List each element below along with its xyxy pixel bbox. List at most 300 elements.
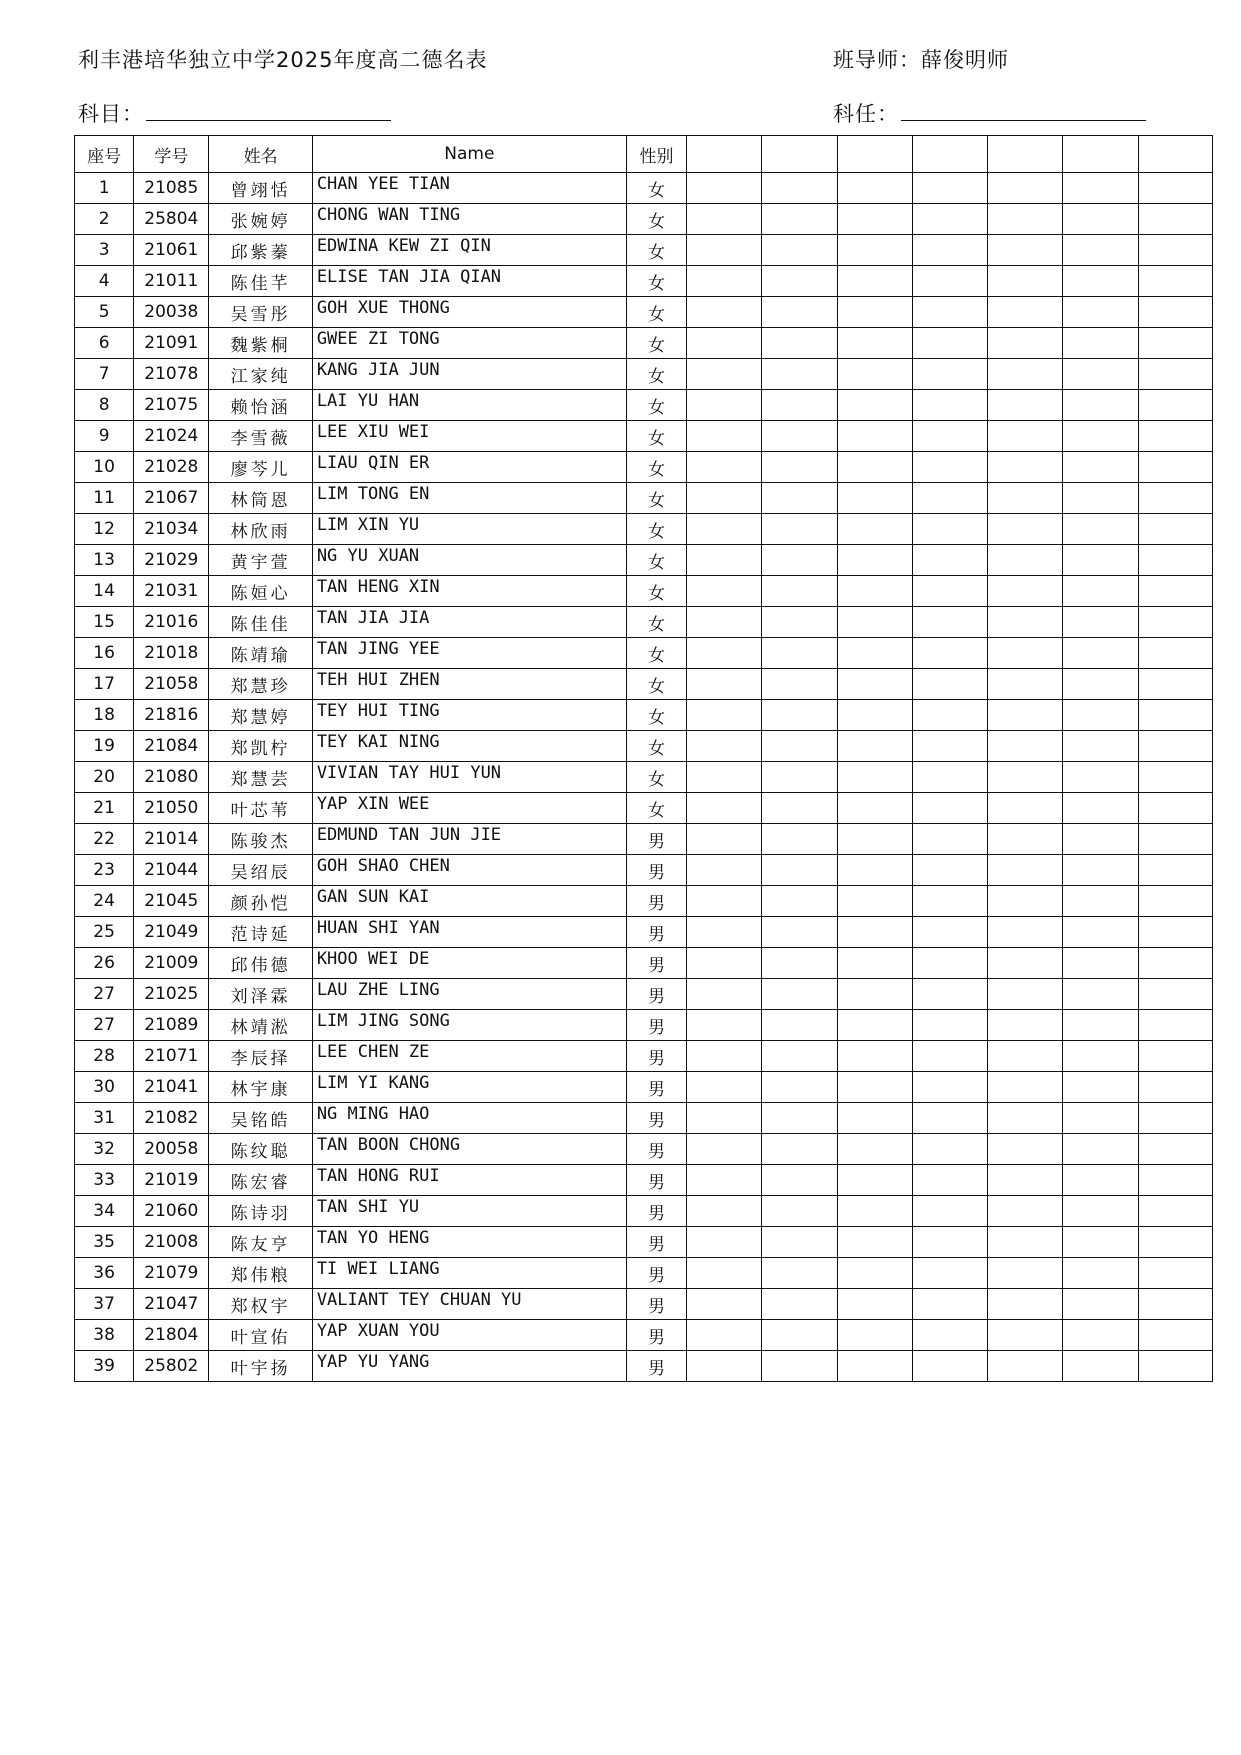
blank-mark-cell[interactable] [912,1320,987,1351]
blank-mark-cell[interactable] [1138,762,1212,793]
blank-mark-cell[interactable] [837,576,912,607]
blank-mark-cell[interactable] [1063,700,1138,731]
blank-mark-cell[interactable] [1063,328,1138,359]
blank-mark-cell[interactable] [1063,1103,1138,1134]
blank-mark-cell[interactable] [1138,173,1212,204]
blank-mark-cell[interactable] [762,1010,837,1041]
table-row [75,1103,1213,1134]
blank-mark-cell[interactable] [1138,855,1212,886]
blank-mark-cell[interactable] [912,328,987,359]
blank-mark-cell[interactable] [988,1134,1063,1165]
blank-mark-cell[interactable] [1063,669,1138,700]
blank-mark-cell[interactable] [1063,793,1138,824]
blank-mark-cell[interactable] [988,886,1063,917]
blank-mark-cell[interactable] [837,359,912,390]
blank-mark-cell[interactable] [762,948,837,979]
blank-mark-cell[interactable] [687,452,762,483]
blank-mark-cell[interactable] [837,1165,912,1196]
blank-mark-cell[interactable] [762,1227,837,1258]
blank-mark-cell[interactable] [1063,948,1138,979]
blank-mark-cell[interactable] [687,855,762,886]
blank-mark-cell[interactable] [1138,1041,1212,1072]
blank-mark-cell[interactable] [762,297,837,328]
blank-mark-cell[interactable] [988,359,1063,390]
blank-mark-cell[interactable] [687,483,762,514]
col-header-name: Name [312,136,626,173]
blank-mark-cell[interactable] [912,576,987,607]
seat-cell: 22 [75,824,134,855]
blank-mark-cell[interactable] [1138,328,1212,359]
blank-mark-cell[interactable] [837,607,912,638]
blank-mark-cell[interactable] [1063,173,1138,204]
blank-mark-cell[interactable] [687,1258,762,1289]
blank-mark-cell[interactable] [837,483,912,514]
blank-mark-cell[interactable] [762,824,837,855]
blank-mark-cell[interactable] [912,886,987,917]
blank-mark-cell[interactable] [1063,452,1138,483]
blank-mark-cell[interactable] [912,731,987,762]
gender-cell: 女 [626,545,686,576]
blank-mark-cell[interactable] [1063,1351,1138,1382]
blank-mark-cell[interactable] [1138,483,1212,514]
blank-mark-cell[interactable] [988,1103,1063,1134]
blank-mark-cell[interactable] [837,235,912,266]
blank-mark-cell[interactable] [687,917,762,948]
blank-mark-cell[interactable] [988,452,1063,483]
blank-mark-cell[interactable] [687,638,762,669]
blank-mark-cell[interactable] [988,669,1063,700]
seat-cell: 32 [75,1134,134,1165]
blank-mark-cell[interactable] [1138,1196,1212,1227]
blank-mark-cell[interactable] [687,1165,762,1196]
blank-mark-cell[interactable] [1138,979,1212,1010]
blank-mark-cell[interactable] [912,793,987,824]
blank-mark-cell[interactable] [988,1041,1063,1072]
gender-cell: 女 [626,235,686,266]
blank-mark-cell[interactable] [1138,452,1212,483]
blank-mark-cell[interactable] [912,1103,987,1134]
blank-mark-cell[interactable] [837,638,912,669]
seat-cell: 4 [75,266,134,297]
blank-mark-cell[interactable] [687,204,762,235]
subject-teacher-field [833,98,1146,128]
blank-mark-cell[interactable] [1063,1165,1138,1196]
blank-mark-cell[interactable] [762,917,837,948]
blank-mark-cell[interactable] [687,514,762,545]
blank-mark-cell[interactable] [1063,235,1138,266]
blank-mark-cell[interactable] [988,421,1063,452]
blank-mark-cell[interactable] [762,1165,837,1196]
blank-mark-cell[interactable] [1138,669,1212,700]
blank-mark-cell[interactable] [837,1289,912,1320]
blank-mark-cell[interactable] [687,1010,762,1041]
blank-mark-cell[interactable] [687,700,762,731]
blank-mark-cell[interactable] [837,1196,912,1227]
blank-mark-cell[interactable] [988,514,1063,545]
blank-mark-cell[interactable] [1138,297,1212,328]
blank-mark-cell[interactable] [837,886,912,917]
blank-mark-cell[interactable] [988,235,1063,266]
blank-mark-cell[interactable] [687,1227,762,1258]
blank-mark-cell[interactable] [687,1196,762,1227]
blank-mark-cell[interactable] [1138,731,1212,762]
blank-mark-cell[interactable] [988,948,1063,979]
blank-mark-cell[interactable] [837,762,912,793]
blank-mark-cell[interactable] [1063,979,1138,1010]
blank-mark-cell[interactable] [762,576,837,607]
table-row [75,421,1213,452]
blank-mark-cell[interactable] [687,607,762,638]
blank-mark-cell[interactable] [912,1351,987,1382]
blank-mark-cell[interactable] [762,1072,837,1103]
blank-mark-cell[interactable] [1063,514,1138,545]
blank-mark-cell[interactable] [687,669,762,700]
col-header-chinese-name: 姓名 [209,136,312,173]
blank-mark-cell[interactable] [837,793,912,824]
blank-mark-cell[interactable] [837,917,912,948]
blank-mark-cell[interactable] [837,1072,912,1103]
blank-mark-cell[interactable] [912,700,987,731]
blank-mark-cell[interactable] [1063,576,1138,607]
blank-mark-cell[interactable] [837,855,912,886]
blank-mark-cell[interactable] [1063,886,1138,917]
blank-mark-cell[interactable] [988,824,1063,855]
blank-mark-cell[interactable] [1138,1134,1212,1165]
blank-mark-cell[interactable] [988,917,1063,948]
english-name-cell: ELISE TAN JIA QIAN [312,266,626,297]
blank-mark-cell[interactable] [687,359,762,390]
blank-mark-cell[interactable] [762,235,837,266]
blank-mark-cell[interactable] [1063,297,1138,328]
blank-mark-cell[interactable] [762,886,837,917]
blank-mark-cell[interactable] [687,297,762,328]
blank-mark-cell[interactable] [1138,1165,1212,1196]
blank-mark-cell[interactable] [1138,1227,1212,1258]
blank-mark-cell[interactable] [687,824,762,855]
gender-cell: 女 [626,359,686,390]
blank-mark-cell[interactable] [912,762,987,793]
blank-mark-cell[interactable] [988,266,1063,297]
blank-mark-cell[interactable] [988,173,1063,204]
blank-mark-cell[interactable] [762,1289,837,1320]
blank-mark-cell[interactable] [687,1134,762,1165]
blank-mark-cell[interactable] [762,979,837,1010]
blank-mark-cell[interactable] [988,483,1063,514]
blank-mark-cell[interactable] [762,669,837,700]
blank-mark-cell[interactable] [687,266,762,297]
blank-mark-cell[interactable] [1138,948,1212,979]
blank-mark-cell[interactable] [762,204,837,235]
blank-mark-cell[interactable] [762,855,837,886]
blank-mark-cell[interactable] [912,1041,987,1072]
blank-mark-cell[interactable] [687,1289,762,1320]
blank-mark-cell[interactable] [1063,731,1138,762]
blank-mark-cell[interactable] [1138,1258,1212,1289]
blank-mark-cell[interactable] [837,1227,912,1258]
blank-mark-cell[interactable] [1138,1072,1212,1103]
blank-mark-cell[interactable] [1138,266,1212,297]
blank-mark-cell[interactable] [687,886,762,917]
blank-mark-cell[interactable] [988,762,1063,793]
blank-mark-cell[interactable] [1138,824,1212,855]
blank-mark-cell[interactable] [988,1320,1063,1351]
blank-mark-cell[interactable] [988,204,1063,235]
blank-mark-cell[interactable] [762,452,837,483]
blank-mark-cell[interactable] [912,266,987,297]
gender-cell: 女 [626,607,686,638]
blank-mark-cell[interactable] [1063,1289,1138,1320]
blank-mark-cell[interactable] [912,359,987,390]
blank-mark-cell[interactable] [687,173,762,204]
blank-mark-cell[interactable] [687,1103,762,1134]
blank-mark-cell[interactable] [912,948,987,979]
blank-mark-cell[interactable] [988,297,1063,328]
blank-mark-cell[interactable] [837,1010,912,1041]
blank-mark-cell[interactable] [988,545,1063,576]
blank-mark-cell[interactable] [988,1165,1063,1196]
blank-mark-cell[interactable] [1138,359,1212,390]
blank-mark-cell[interactable] [912,824,987,855]
blank-mark-cell[interactable] [1138,576,1212,607]
blank-mark-cell[interactable] [1138,204,1212,235]
blank-mark-cell[interactable] [912,855,987,886]
blank-mark-cell[interactable] [762,1258,837,1289]
blank-mark-cell[interactable] [988,1072,1063,1103]
blank-mark-cell[interactable] [1063,1320,1138,1351]
blank-mark-cell[interactable] [762,1103,837,1134]
blank-mark-cell[interactable] [762,421,837,452]
blank-mark-cell[interactable] [988,390,1063,421]
seat-cell: 39 [75,1351,134,1382]
blank-mark-cell[interactable] [687,390,762,421]
blank-mark-cell[interactable] [687,1351,762,1382]
blank-mark-cell[interactable] [1063,917,1138,948]
blank-mark-cell[interactable] [1063,1196,1138,1227]
blank-mark-cell[interactable] [837,421,912,452]
blank-mark-cell[interactable] [837,328,912,359]
blank-mark-cell[interactable] [1138,1320,1212,1351]
blank-mark-cell[interactable] [912,173,987,204]
blank-mark-cell[interactable] [988,638,1063,669]
blank-mark-cell[interactable] [687,1072,762,1103]
blank-mark-cell[interactable] [988,328,1063,359]
blank-mark-cell[interactable] [762,514,837,545]
blank-mark-cell[interactable] [912,1072,987,1103]
blank-mark-cell[interactable] [1063,824,1138,855]
blank-mark-cell[interactable] [762,1134,837,1165]
blank-mark-cell[interactable] [1138,390,1212,421]
blank-mark-cell[interactable] [988,731,1063,762]
blank-mark-cell[interactable] [1138,607,1212,638]
blank-mark-cell[interactable] [912,390,987,421]
blank-mark-cell[interactable] [762,607,837,638]
blank-mark-cell[interactable] [1138,1010,1212,1041]
blank-mark-cell[interactable] [1063,266,1138,297]
blank-mark-cell[interactable] [912,483,987,514]
class-teacher: 班导师：薛俊明师 [833,48,1009,72]
seat-cell: 36 [75,1258,134,1289]
blank-mark-cell[interactable] [912,979,987,1010]
blank-mark-cell[interactable] [988,700,1063,731]
blank-mark-cell[interactable] [1138,421,1212,452]
blank-mark-cell[interactable] [1063,638,1138,669]
blank-mark-cell[interactable] [687,576,762,607]
blank-mark-cell[interactable] [837,1320,912,1351]
blank-mark-cell[interactable] [1063,762,1138,793]
blank-mark-cell[interactable] [687,731,762,762]
blank-mark-cell[interactable] [912,917,987,948]
blank-mark-cell[interactable] [912,297,987,328]
blank-mark-cell[interactable] [687,328,762,359]
seat-cell: 34 [75,1196,134,1227]
blank-mark-cell[interactable] [912,1289,987,1320]
blank-mark-cell[interactable] [988,1010,1063,1041]
blank-mark-cell[interactable] [837,1103,912,1134]
blank-mark-cell[interactable] [1138,638,1212,669]
blank-mark-cell[interactable] [837,700,912,731]
blank-mark-cell[interactable] [912,421,987,452]
blank-mark-cell[interactable] [1138,700,1212,731]
blank-mark-cell[interactable] [1063,607,1138,638]
blank-mark-cell[interactable] [1138,917,1212,948]
blank-mark-cell[interactable] [1063,359,1138,390]
blank-mark-cell[interactable] [912,1227,987,1258]
blank-mark-cell[interactable] [762,1320,837,1351]
blank-mark-cell[interactable] [687,979,762,1010]
blank-mark-cell[interactable] [988,979,1063,1010]
blank-mark-cell[interactable] [687,1041,762,1072]
blank-mark-cell[interactable] [988,1289,1063,1320]
blank-mark-cell[interactable] [762,390,837,421]
blank-mark-cell[interactable] [837,297,912,328]
blank-mark-cell[interactable] [1063,1258,1138,1289]
blank-mark-cell[interactable] [912,1165,987,1196]
blank-mark-cell[interactable] [762,1041,837,1072]
blank-mark-cell[interactable] [912,638,987,669]
blank-mark-cell[interactable] [1063,1227,1138,1258]
blank-mark-cell[interactable] [1138,235,1212,266]
blank-mark-cell[interactable] [1063,1134,1138,1165]
blank-mark-cell[interactable] [988,855,1063,886]
blank-mark-cell[interactable] [687,545,762,576]
chinese-name-cell: 李辰择 [209,1041,312,1072]
blank-mark-cell[interactable] [837,514,912,545]
blank-mark-cell[interactable] [1063,483,1138,514]
table-row [75,1227,1213,1258]
blank-mark-cell[interactable] [837,173,912,204]
blank-mark-cell[interactable] [837,948,912,979]
blank-mark-cell[interactable] [837,1041,912,1072]
blank-mark-cell[interactable] [1063,204,1138,235]
blank-mark-cell[interactable] [837,390,912,421]
gender-cell: 女 [626,421,686,452]
blank-mark-cell[interactable] [1063,855,1138,886]
blank-mark-cell[interactable] [1138,514,1212,545]
blank-mark-cell[interactable] [912,607,987,638]
blank-mark-cell[interactable] [1063,1010,1138,1041]
blank-mark-cell[interactable] [988,576,1063,607]
blank-mark-cell[interactable] [837,979,912,1010]
blank-mark-cell[interactable] [912,204,987,235]
gender-cell: 男 [626,824,686,855]
blank-mark-cell[interactable] [1063,545,1138,576]
blank-mark-cell[interactable] [837,1258,912,1289]
blank-mark-cell[interactable] [912,1134,987,1165]
seat-cell: 26 [75,948,134,979]
blank-mark-cell[interactable] [762,328,837,359]
blank-mark-cell[interactable] [762,638,837,669]
blank-mark-cell[interactable] [762,483,837,514]
blank-mark-cell[interactable] [988,1258,1063,1289]
blank-mark-cell[interactable] [912,1196,987,1227]
blank-mark-cell[interactable] [1138,1351,1212,1382]
english-name-cell: TAN JIA JIA [312,607,626,638]
blank-mark-cell[interactable] [837,1351,912,1382]
blank-mark-cell[interactable] [762,173,837,204]
blank-mark-cell[interactable] [1138,545,1212,576]
blank-mark-cell[interactable] [1138,886,1212,917]
blank-mark-cell[interactable] [988,1351,1063,1382]
blank-mark-cell[interactable] [687,421,762,452]
blank-mark-cell[interactable] [988,1196,1063,1227]
blank-mark-cell[interactable] [912,452,987,483]
blank-mark-cell[interactable] [1138,1289,1212,1320]
blank-mark-cell[interactable] [1138,1103,1212,1134]
blank-mark-cell[interactable] [912,235,987,266]
blank-mark-cell[interactable] [762,359,837,390]
blank-mark-cell[interactable] [912,1258,987,1289]
blank-mark-cell[interactable] [837,452,912,483]
blank-mark-cell[interactable] [912,669,987,700]
blank-mark-cell[interactable] [687,793,762,824]
blank-mark-cell[interactable] [762,545,837,576]
blank-mark-cell[interactable] [762,731,837,762]
blank-mark-cell[interactable] [837,266,912,297]
blank-mark-cell[interactable] [687,235,762,266]
blank-mark-cell[interactable] [1063,1041,1138,1072]
blank-mark-cell[interactable] [687,762,762,793]
blank-mark-cell[interactable] [837,1134,912,1165]
blank-mark-cell[interactable] [1063,390,1138,421]
blank-mark-cell[interactable] [1138,793,1212,824]
blank-mark-cell[interactable] [988,793,1063,824]
blank-mark-cell[interactable] [762,762,837,793]
blank-mark-cell[interactable] [687,948,762,979]
blank-mark-cell[interactable] [1063,1072,1138,1103]
blank-mark-cell[interactable] [912,1010,987,1041]
blank-mark-cell[interactable] [988,607,1063,638]
blank-mark-cell[interactable] [762,1351,837,1382]
blank-mark-cell[interactable] [762,793,837,824]
col-header-blank [837,136,912,173]
chinese-name-cell: 陈友亨 [209,1227,312,1258]
blank-mark-cell[interactable] [837,824,912,855]
blank-mark-cell[interactable] [912,545,987,576]
blank-mark-cell[interactable] [1063,421,1138,452]
blank-mark-cell[interactable] [687,1320,762,1351]
blank-mark-cell[interactable] [837,731,912,762]
blank-mark-cell[interactable] [762,1196,837,1227]
blank-mark-cell[interactable] [988,1227,1063,1258]
blank-mark-cell[interactable] [912,514,987,545]
blank-mark-cell[interactable] [837,669,912,700]
student-id-cell: 21045 [134,886,209,917]
gender-cell: 男 [626,1134,686,1165]
blank-mark-cell[interactable] [762,266,837,297]
blank-mark-cell[interactable] [762,700,837,731]
blank-mark-cell[interactable] [837,204,912,235]
blank-mark-cell[interactable] [837,545,912,576]
